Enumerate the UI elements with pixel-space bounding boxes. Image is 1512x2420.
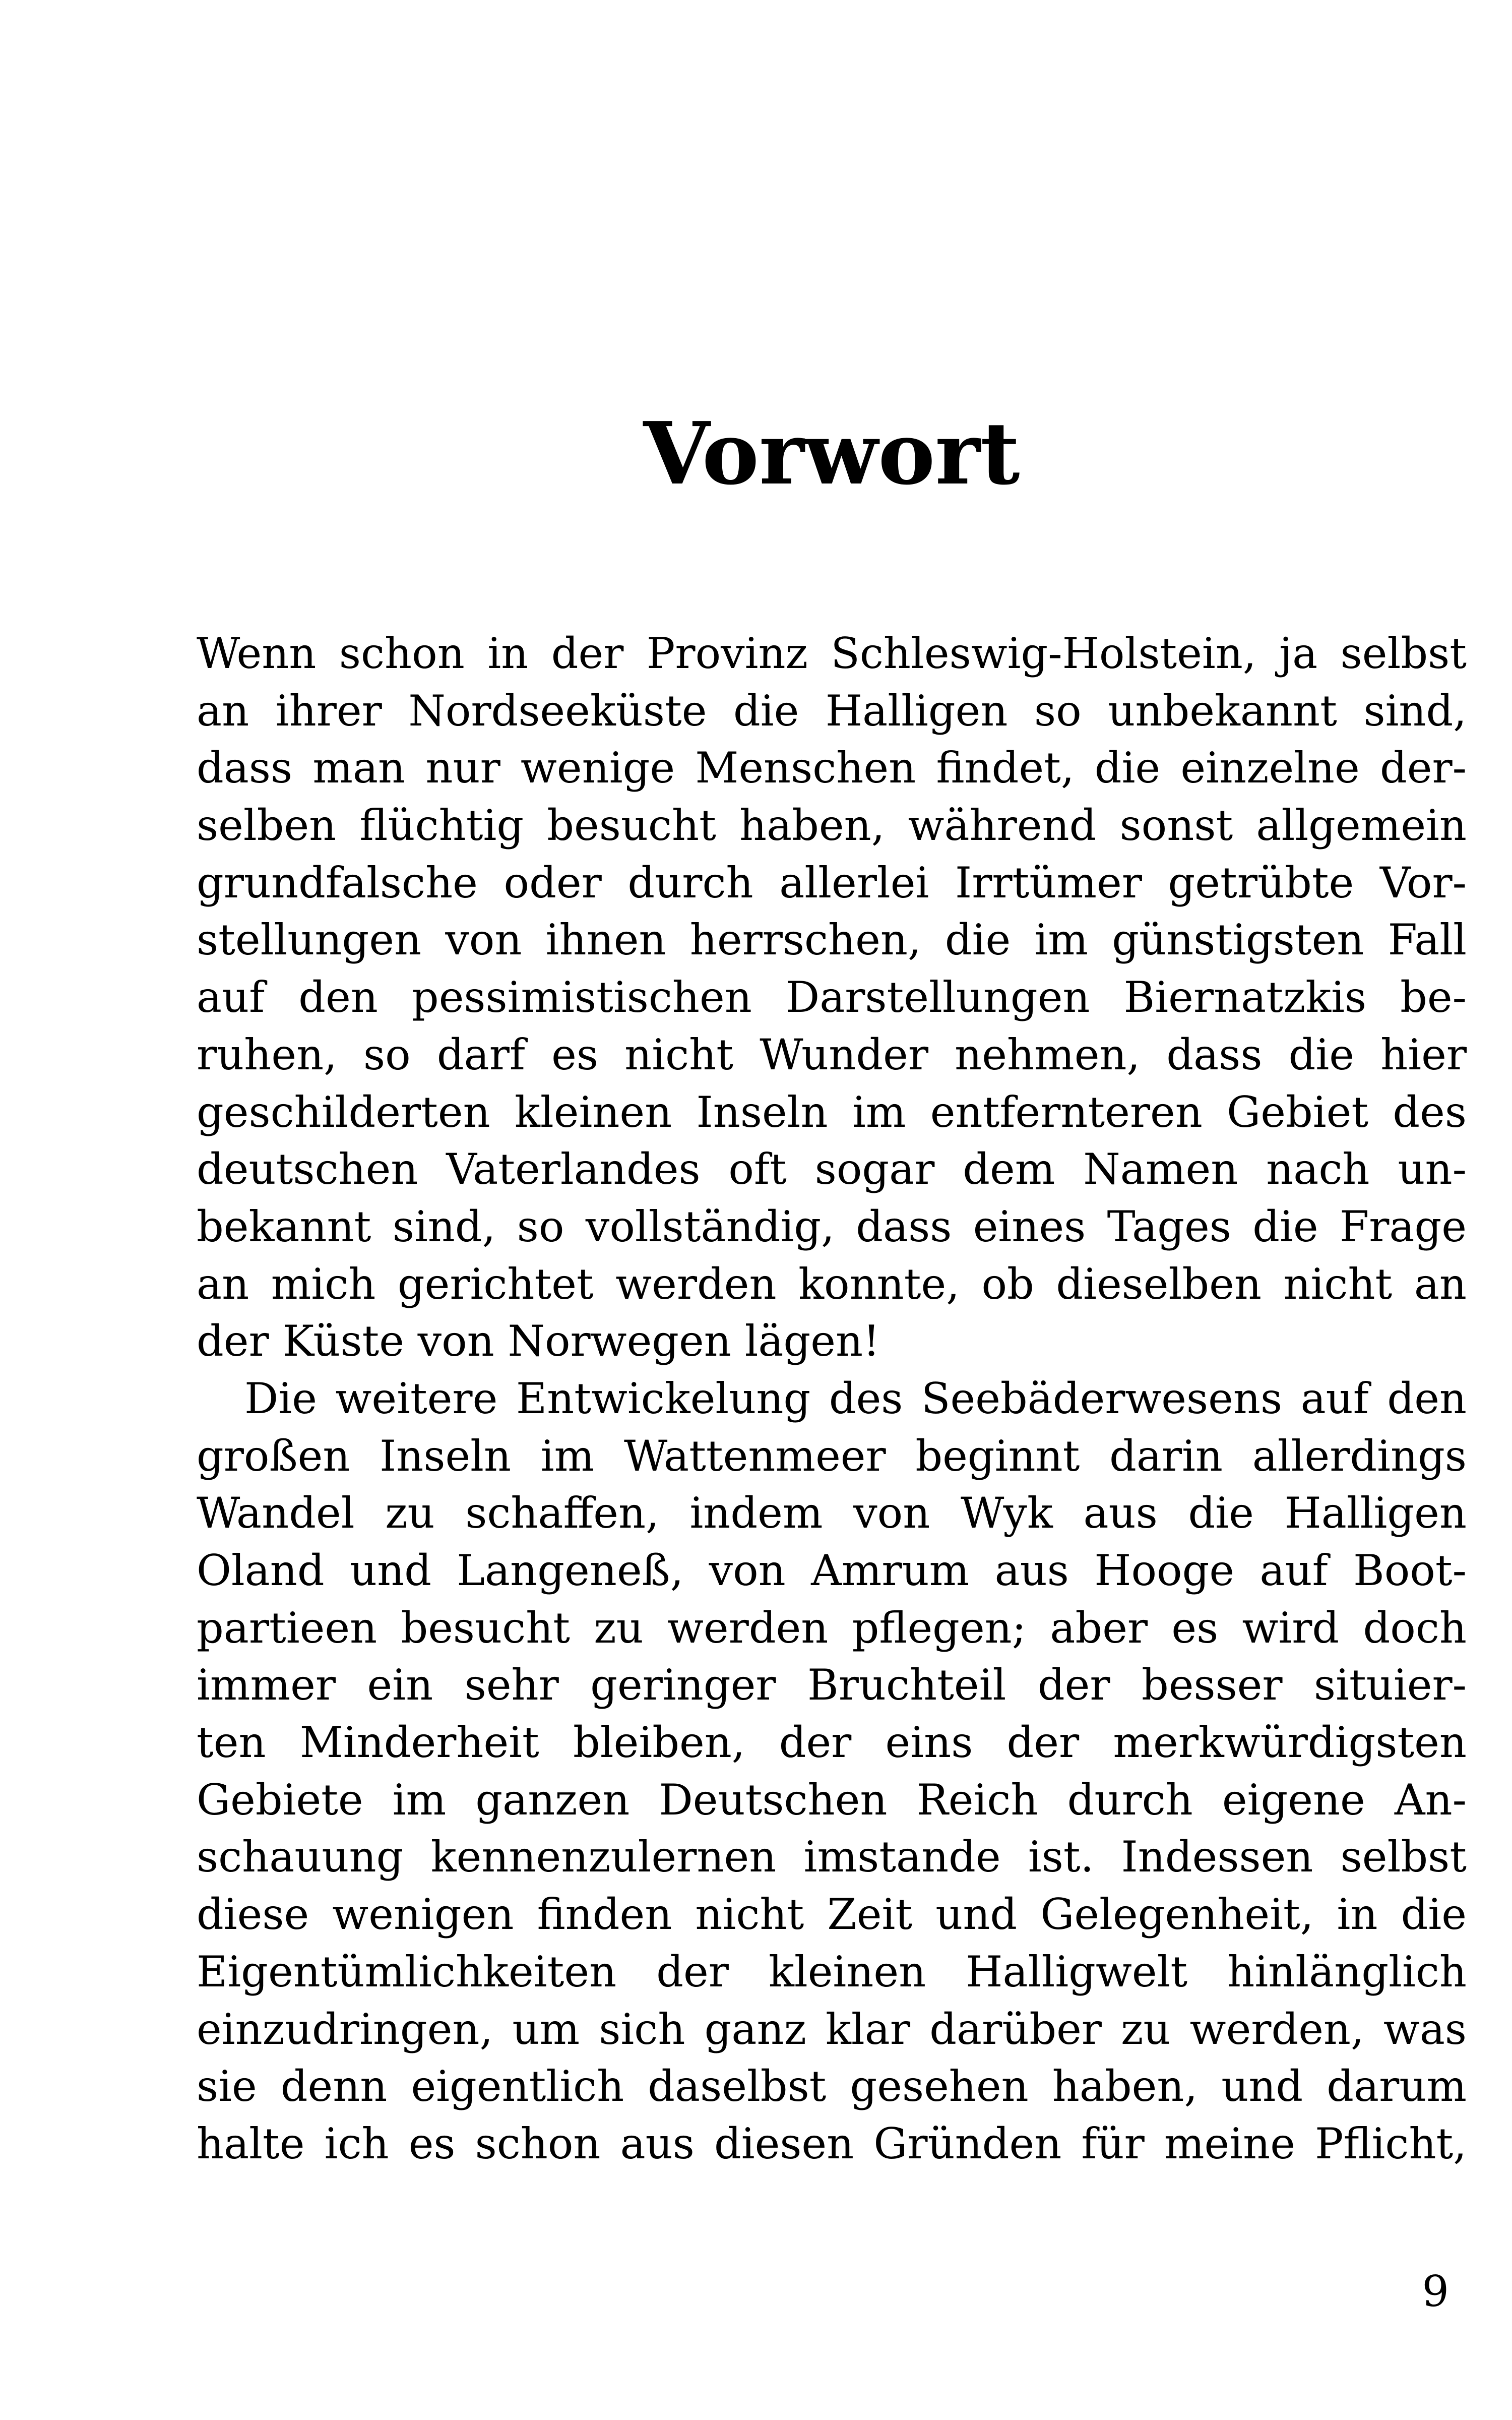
text-line: an ihrer Nordseeküste die Halligen so unbekannt sind, <box>197 686 1467 736</box>
text-line: schauung kennenzulernen imstande ist. Indessen selbst <box>197 1832 1467 1882</box>
text-line: der Küste von Norwegen lägen! <box>197 1316 880 1366</box>
text-line: ten Minderheit bleiben, der eins der merkwürdigsten <box>197 1718 1467 1768</box>
paragraph-2 <box>197 1370 1467 2173</box>
chapter-title: Vorwort <box>643 403 1020 504</box>
text-line: grundfalsche oder durch allerlei Irrtümer getrübte Vor- <box>197 858 1467 908</box>
text-line: großen Inseln im Wattenmeer beginnt darin allerdings <box>197 1431 1467 1481</box>
text-line: ruhen, so darf es nicht Wunder nehmen, dass die hier <box>197 1030 1467 1079</box>
text-line: bekannt sind, so vollständig, dass eines Tages die Frage <box>197 1201 1467 1251</box>
text-line: geschilderten kleinen Inseln im entfernteren Gebiet des <box>197 1087 1467 1137</box>
text-line: auf den pessimistischen Darstellungen Biernatzkis be- <box>197 973 1467 1022</box>
text-line: diese wenigen finden nicht Zeit und Gelegenheit, in die <box>197 1890 1467 1940</box>
page-number: 9 <box>1422 2267 1449 2316</box>
body-text <box>197 625 1467 2173</box>
text-line: halte ich es schon aus diesen Gründen für meine Pflicht, <box>197 2119 1467 2168</box>
text-line: deutschen Vaterlandes oft sogar dem Namen nach un- <box>197 1144 1467 1194</box>
text-line: Wandel zu schaffen, indem von Wyk aus die Halligen <box>197 1488 1467 1538</box>
text-line: dass man nur wenige Menschen findet, die einzelne der- <box>197 743 1467 793</box>
text-line: Wenn schon in der Provinz Schleswig-Holstein, ja selbst <box>197 629 1467 678</box>
text-line: Eigentümlichkeiten der kleinen Halligwelt hinlänglich <box>197 1947 1467 1996</box>
text-line: selben flüchtig besucht haben, während sonst allgemein <box>197 801 1467 851</box>
text-line: Gebiete im ganzen Deutschen Reich durch eigene An- <box>197 1775 1467 1825</box>
text-line: Oland und Langeneß, von Amrum aus Hooge auf Boot- <box>197 1546 1467 1595</box>
paragraph-1 <box>197 625 1467 1370</box>
text-line: an mich gerichtet werden konnte, ob dieselben nicht an <box>197 1259 1467 1309</box>
text-line: sie denn eigentlich daselbst gesehen haben, und darum <box>197 2062 1467 2111</box>
text-line: immer ein sehr geringer Bruchteil der besser situier- <box>197 1660 1467 1710</box>
text-line: stellungen von ihnen herrschen, die im günstigsten Fall <box>197 915 1467 965</box>
text-line: einzudringen, um sich ganz klar darüber zu werden, was <box>197 2004 1467 2054</box>
text-line: partieen besucht zu werden pflegen; aber es wird doch <box>197 1603 1467 1653</box>
text-line: Die weitere Entwickelung des Seebäderwesens auf den <box>244 1373 1467 1423</box>
